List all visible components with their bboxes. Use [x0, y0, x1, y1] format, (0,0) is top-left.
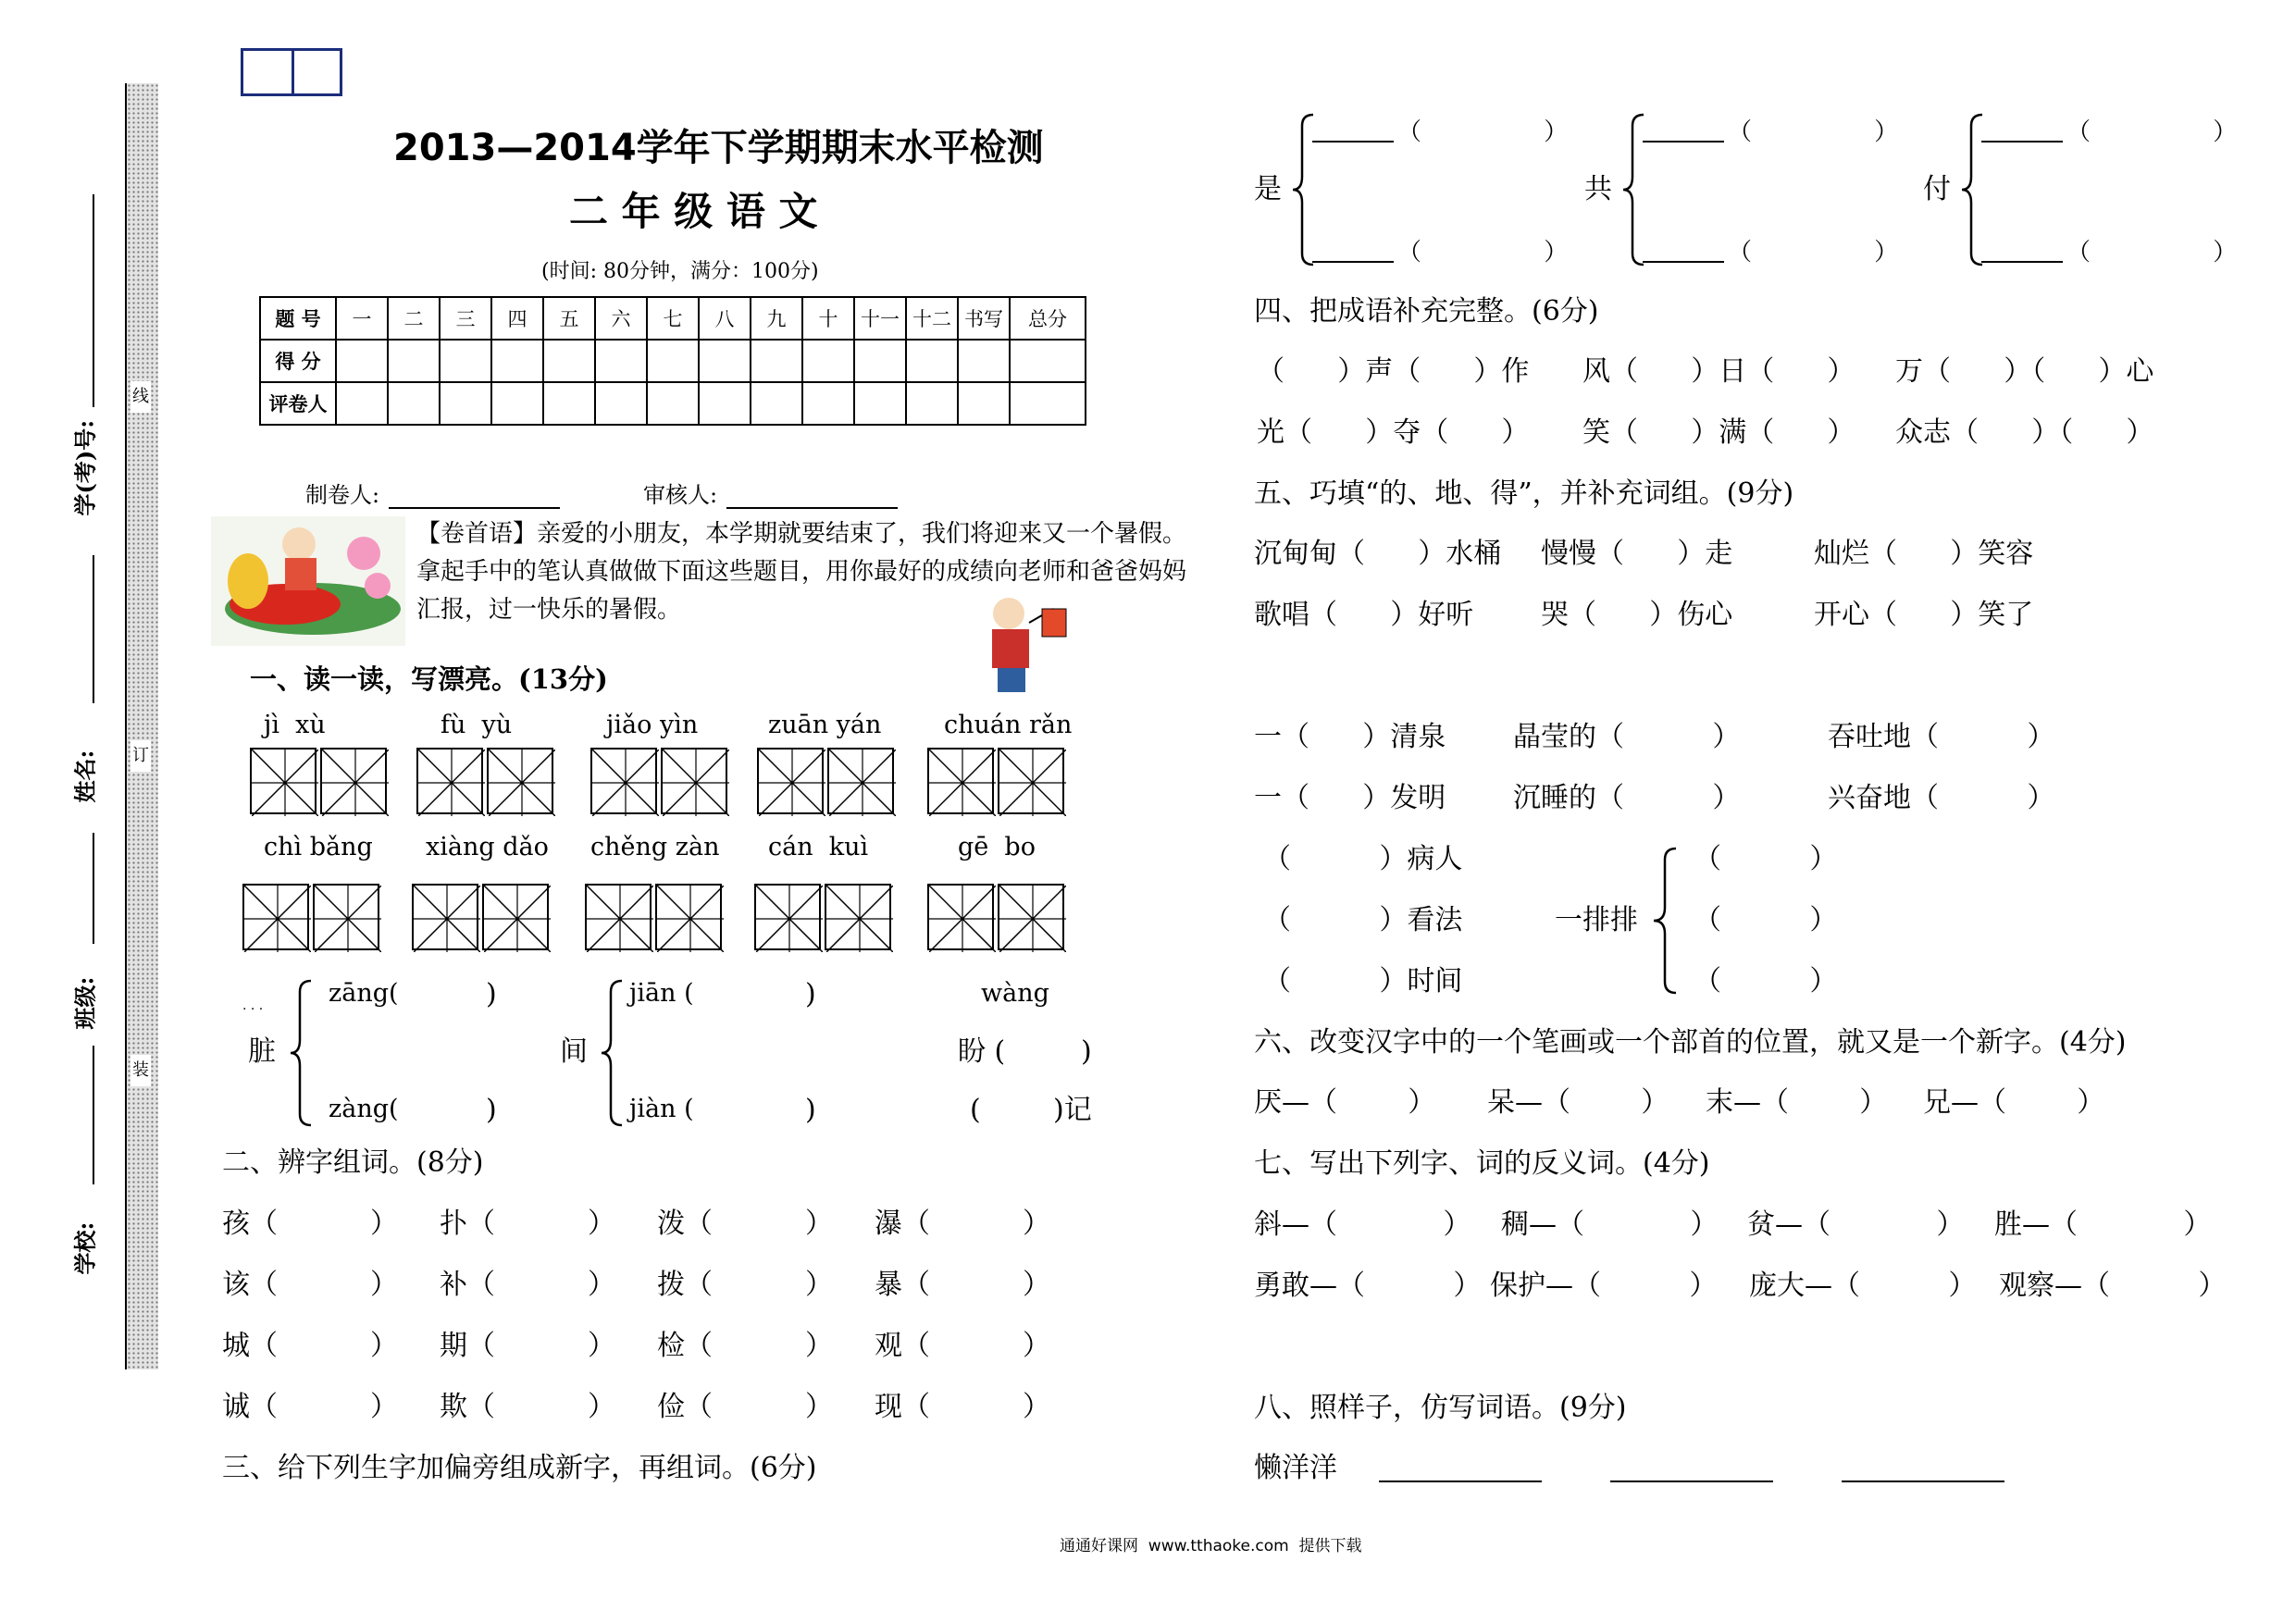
writing-cell[interactable] — [827, 748, 894, 814]
score-head-cell: 总分 — [1010, 297, 1086, 340]
brace-slot[interactable]: （ ） — [1694, 965, 1838, 997]
reviewer-line[interactable] — [726, 507, 898, 509]
exam-subject: 二 年 级 语 文 — [569, 189, 818, 234]
score-head-cell: 八 — [699, 297, 751, 340]
field-label-school: 学校: — [71, 1221, 99, 1275]
writing-cell[interactable] — [998, 748, 1064, 814]
antonym[interactable]: 斜—（ ） — [1254, 1208, 1471, 1241]
poly-word: )记 — [1053, 1094, 1092, 1126]
intro-line-3: 汇报，过一快乐的暑假。 — [416, 596, 682, 624]
score-head-cell: 九 — [751, 297, 802, 340]
phrase[interactable]: 哭（ ）伤心 — [1541, 599, 1733, 631]
word-pair-char[interactable]: 扑（ — [440, 1208, 495, 1240]
writing-cell[interactable] — [320, 748, 387, 814]
score-head-cell: 二 — [388, 297, 440, 340]
phrase[interactable]: 慢慢（ ）走 — [1541, 538, 1733, 570]
writing-cell[interactable] — [313, 884, 379, 950]
close-paren: ） — [805, 1269, 833, 1301]
writing-cell[interactable] — [482, 884, 549, 950]
idiom[interactable]: 光（ ）夺（ ） — [1257, 416, 1530, 449]
top-box — [241, 48, 342, 96]
score-cell[interactable] — [751, 340, 802, 382]
footer-source: 通通好课网 www.tthaoke.com 提供下载 — [1060, 1537, 1362, 1555]
score-cell[interactable] — [1010, 340, 1086, 382]
phrase[interactable]: （ ）病人 — [1263, 843, 1463, 875]
word-pair-char[interactable]: 孩（ — [222, 1208, 278, 1240]
close-paren: ) — [486, 978, 497, 1010]
word-pair-char[interactable]: 欺（ — [440, 1391, 495, 1423]
writing-cell[interactable] — [655, 884, 722, 950]
q4-title: 四、把成语补充完整。(6分) — [1254, 295, 1599, 328]
dots-mark: . . . — [242, 998, 264, 1013]
close-paren: ) — [486, 1094, 497, 1126]
pinyin: jiǎo yìn — [606, 711, 699, 739]
poly-char-zang: 脏 — [248, 1035, 276, 1068]
pinyin: chuán rǎn — [944, 711, 1073, 739]
idiom[interactable]: 众志（ ）（ ） — [1895, 416, 2154, 449]
grader-cell[interactable] — [440, 382, 491, 425]
phrase[interactable]: 一（ ）清泉 — [1254, 721, 1446, 753]
brace-icon — [600, 979, 624, 1127]
writing-cell[interactable] — [416, 748, 483, 814]
writing-cell[interactable] — [757, 748, 824, 814]
close-paren: ） — [370, 1208, 398, 1240]
time-note: (时间: 80分钟，满分：100分) — [541, 260, 819, 283]
close-paren: ） — [1023, 1208, 1050, 1240]
score-row — [260, 340, 1086, 382]
answer-line[interactable] — [1610, 1481, 1773, 1482]
grader-row — [260, 382, 1086, 425]
phrase[interactable]: 沉睡的（ ） — [1513, 782, 1741, 814]
writing-cell[interactable] — [998, 884, 1064, 950]
score-head-cell: 题 号 — [260, 297, 336, 340]
field-line-school[interactable] — [93, 1046, 94, 1184]
pinyin: gē bo — [958, 833, 1036, 861]
word-slot[interactable]: （ ） — [1728, 239, 1899, 266]
phrase[interactable]: 歌唱（ ）好听 — [1254, 599, 1474, 631]
pinyin: chì bǎng — [264, 833, 373, 861]
q1-title: 一、读一读，写漂亮。(13分) — [250, 663, 608, 695]
q2-title: 二、辨字组词。(8分) — [222, 1146, 484, 1179]
grader-cell[interactable] — [699, 382, 751, 425]
score-head-cell: 五 — [543, 297, 595, 340]
field-label-id: 学(考)号: — [71, 419, 99, 516]
q8-example: 懒洋洋 — [1254, 1452, 1337, 1484]
word-pair-char[interactable]: 诚（ — [222, 1391, 278, 1423]
phrase[interactable]: 开心（ ）笑了 — [1814, 599, 2034, 631]
score-head-cell: 十一 — [854, 297, 906, 340]
word-pair-char[interactable]: 补（ — [440, 1269, 495, 1301]
score-head-cell: 书写 — [958, 297, 1010, 340]
score-head-cell: 六 — [595, 297, 647, 340]
brace-slot[interactable]: （ ） — [1694, 904, 1838, 936]
score-head-cell: 四 — [491, 297, 543, 340]
grader-cell[interactable] — [336, 382, 388, 425]
score-table — [259, 296, 1086, 426]
score-head-cell: 七 — [647, 297, 699, 340]
brace-icon — [1960, 113, 1984, 266]
pinyin: zuān yán — [768, 711, 882, 739]
word-slot[interactable]: （ ） — [1397, 239, 1569, 266]
close-paren: ） — [1023, 1269, 1050, 1301]
grader-cell[interactable] — [388, 382, 440, 425]
phrase[interactable]: 兴奋地（ ） — [1828, 782, 2055, 814]
word-pair-char[interactable]: 俭（ — [657, 1391, 713, 1423]
child-with-lantern-illustration — [972, 590, 1074, 697]
word-pair-char[interactable]: 该（ — [222, 1269, 278, 1301]
intro-line-1: 【卷首语】亲爱的小朋友，本学期就要结束了，我们将迎来又一个暑假。 — [416, 520, 1187, 548]
idiom[interactable]: 笑（ ）满（ ） — [1582, 416, 1855, 449]
field-line-name[interactable] — [93, 555, 94, 703]
idiom[interactable]: 万（ ）（ ）心 — [1895, 355, 2154, 388]
writing-cell[interactable] — [585, 884, 652, 950]
close-paren: ） — [588, 1391, 615, 1423]
field-label-class: 班级: — [71, 976, 99, 1030]
poly-pinyin: zāng( — [329, 979, 399, 1008]
close-paren: ） — [805, 1391, 833, 1423]
score-cell[interactable] — [699, 340, 751, 382]
close-paren: ） — [805, 1330, 833, 1362]
new-char-line[interactable] — [1981, 261, 2063, 263]
grader-cell[interactable] — [647, 382, 699, 425]
intro-line-2: 拿起手中的笔认真做做下面这些题目，用你最好的成绩向老师和爸爸妈妈 — [416, 558, 1187, 586]
antonym[interactable]: 庞大—（ ） — [1749, 1270, 1977, 1302]
score-row-label: 得 分 — [260, 340, 336, 382]
pinyin: xiàng dǎo — [426, 833, 549, 861]
char-change[interactable]: 末—（ ） — [1706, 1086, 1888, 1119]
phrase[interactable]: （ ）时间 — [1263, 965, 1463, 997]
binding-strip — [125, 83, 158, 1369]
phrase[interactable]: （ ）看法 — [1263, 904, 1463, 936]
writing-cell[interactable] — [825, 884, 891, 950]
word-pair-char[interactable]: 暴（ — [875, 1269, 930, 1301]
word-pair-char[interactable]: 检（ — [657, 1330, 713, 1362]
word-slot[interactable]: （ ） — [2066, 118, 2238, 146]
word-pair-char[interactable]: 观（ — [875, 1330, 930, 1362]
word-pair-char[interactable]: 泼（ — [657, 1208, 713, 1240]
new-char-line[interactable] — [1312, 141, 1394, 142]
score-head-cell: 十二 — [906, 297, 958, 340]
close-paren: ） — [805, 1208, 833, 1240]
score-cell[interactable] — [906, 340, 958, 382]
brace-word: 一排排 — [1555, 904, 1638, 936]
binding-label-line: 线 — [130, 381, 151, 413]
poly-pinyin: wàng — [981, 979, 1049, 1008]
close-paren: ) — [805, 1094, 816, 1126]
base-char: 付 — [1923, 173, 1951, 205]
new-char-line[interactable] — [1981, 141, 2063, 142]
grader-cell[interactable] — [906, 382, 958, 425]
poly-word: ( — [970, 1094, 981, 1126]
antonym[interactable]: 稠—（ ） — [1501, 1208, 1719, 1241]
idiom[interactable]: （ ）声（ ）作 — [1257, 355, 1530, 388]
poly-pinyin: zàng( — [329, 1095, 399, 1123]
q5-title: 五、巧填“的、地、得”，并补充词组。(9分) — [1254, 477, 1794, 510]
close-paren: ） — [1023, 1391, 1050, 1423]
score-head-cell: 三 — [440, 297, 491, 340]
brace-icon — [1652, 847, 1678, 995]
field-label-name: 姓名: — [71, 750, 99, 803]
score-cell[interactable] — [595, 340, 647, 382]
brace-icon — [1291, 113, 1315, 266]
phrase[interactable]: 一（ ）发明 — [1254, 782, 1446, 814]
poly-word: 盼 ( — [958, 1035, 1006, 1068]
new-char-line[interactable] — [1643, 261, 1724, 263]
writing-cell[interactable] — [250, 748, 316, 814]
score-head-row — [260, 297, 1086, 340]
writing-cell[interactable] — [242, 884, 309, 950]
writing-cell[interactable] — [927, 884, 994, 950]
close-paren: ） — [1023, 1330, 1050, 1362]
score-head-cell: 十 — [802, 297, 854, 340]
antonym[interactable]: 勇敢—（ ） — [1254, 1270, 1482, 1302]
field-line-class[interactable] — [93, 833, 94, 944]
grader-cell[interactable] — [543, 382, 595, 425]
maker-label: 制卷人: — [305, 482, 380, 508]
score-cell[interactable] — [336, 340, 388, 382]
close-paren: ） — [588, 1330, 615, 1362]
antonym[interactable]: 保护—（ ） — [1490, 1270, 1718, 1302]
answer-line[interactable] — [1842, 1481, 2004, 1482]
score-cell[interactable] — [491, 340, 543, 382]
binding-label-order: 订 — [130, 740, 151, 772]
close-paren: ） — [370, 1269, 398, 1301]
grader-cell[interactable] — [854, 382, 906, 425]
q7-title: 七、写出下列字、词的反义词。(4分) — [1254, 1147, 1710, 1180]
writing-cell[interactable] — [927, 748, 994, 814]
grader-cell[interactable] — [751, 382, 802, 425]
grader-cell[interactable] — [491, 382, 543, 425]
pinyin: chěng zàn — [590, 833, 720, 861]
phrase[interactable]: 灿烂（ ）笑容 — [1814, 538, 2034, 570]
writing-cell[interactable] — [487, 748, 553, 814]
score-cell[interactable] — [854, 340, 906, 382]
poly-pinyin: jiàn ( — [629, 1095, 694, 1123]
writing-cell[interactable] — [754, 884, 821, 950]
q3-title: 三、给下列生字加偏旁组成新字，再组词。(6分) — [222, 1452, 817, 1484]
maker-line[interactable] — [389, 507, 560, 509]
score-cell[interactable] — [388, 340, 440, 382]
pinyin: jì xù — [264, 711, 326, 739]
score-cell[interactable] — [958, 340, 1010, 382]
word-slot[interactable]: （ ） — [1728, 118, 1899, 146]
close-paren: ） — [370, 1330, 398, 1362]
phrase[interactable]: 沉甸甸（ ）水桶 — [1254, 538, 1502, 570]
field-line-id[interactable] — [93, 194, 94, 407]
close-paren: ） — [588, 1269, 615, 1301]
brace-icon — [1621, 113, 1645, 266]
child-on-fish-illustration — [211, 516, 405, 646]
idiom[interactable]: 风（ ）日（ ） — [1582, 355, 1855, 388]
base-char: 共 — [1584, 173, 1612, 205]
answer-line[interactable] — [1379, 1481, 1542, 1482]
word-pair-char[interactable]: 现（ — [875, 1391, 930, 1423]
pinyin: fù yù — [441, 711, 513, 739]
grader-row-label: 评卷人 — [260, 382, 336, 425]
word-slot[interactable]: （ ） — [2066, 239, 2238, 266]
grader-cell[interactable] — [1010, 382, 1086, 425]
word-pair-char[interactable]: 期（ — [440, 1330, 495, 1362]
poly-pinyin: jiān ( — [629, 979, 694, 1008]
antonym[interactable]: 胜—（ ） — [1994, 1208, 2212, 1241]
writing-cell[interactable] — [661, 748, 727, 814]
reviewer-label: 审核人: — [643, 482, 718, 508]
pinyin: cán kuì — [768, 833, 869, 861]
writing-cell[interactable] — [412, 884, 478, 950]
phrase[interactable]: 晶莹的（ ） — [1513, 721, 1741, 753]
word-pair-char[interactable]: 拨（ — [657, 1269, 713, 1301]
base-char: 是 — [1254, 173, 1282, 205]
q8-title: 八、照样子，仿写词语。(9分) — [1254, 1392, 1627, 1424]
phrase[interactable]: 吞吐地（ ） — [1828, 721, 2055, 753]
close-paren: ) — [805, 978, 816, 1010]
q6-title: 六、改变汉字中的一个笔画或一个部首的位置，就又是一个新字。(4分) — [1254, 1026, 2127, 1059]
score-cell[interactable] — [802, 340, 854, 382]
antonym[interactable]: 观察—（ ） — [1999, 1270, 2227, 1302]
char-change[interactable]: 呆—（ ） — [1487, 1086, 1669, 1119]
grader-cell[interactable] — [802, 382, 854, 425]
word-slot[interactable]: （ ） — [1397, 118, 1569, 146]
brace-slot[interactable]: （ ） — [1694, 843, 1838, 875]
char-change[interactable]: 兄—（ ） — [1923, 1086, 2105, 1119]
binding-label-install: 装 — [130, 1055, 151, 1086]
score-cell[interactable] — [543, 340, 595, 382]
word-pair-char[interactable]: 城（ — [222, 1330, 278, 1362]
close-paren: ） — [588, 1208, 615, 1240]
close-paren: ） — [370, 1391, 398, 1423]
char-change[interactable]: 厌—（ ） — [1254, 1086, 1436, 1119]
score-head-cell: 一 — [336, 297, 388, 340]
score-cell[interactable] — [440, 340, 491, 382]
new-char-line[interactable] — [1312, 261, 1394, 263]
new-char-line[interactable] — [1643, 141, 1724, 142]
brace-icon — [289, 979, 313, 1127]
score-cell[interactable] — [647, 340, 699, 382]
close-paren: ) — [1081, 1035, 1092, 1068]
word-pair-char[interactable]: 瀑（ — [875, 1208, 930, 1240]
writing-cell[interactable] — [590, 748, 657, 814]
poly-char-jian: 间 — [560, 1035, 588, 1068]
exam-title: 2013—2014学年下学期期末水平检测 — [393, 127, 1044, 169]
grader-cell[interactable] — [595, 382, 647, 425]
antonym[interactable]: 贫—（ ） — [1747, 1208, 1965, 1241]
grader-cell[interactable] — [958, 382, 1010, 425]
